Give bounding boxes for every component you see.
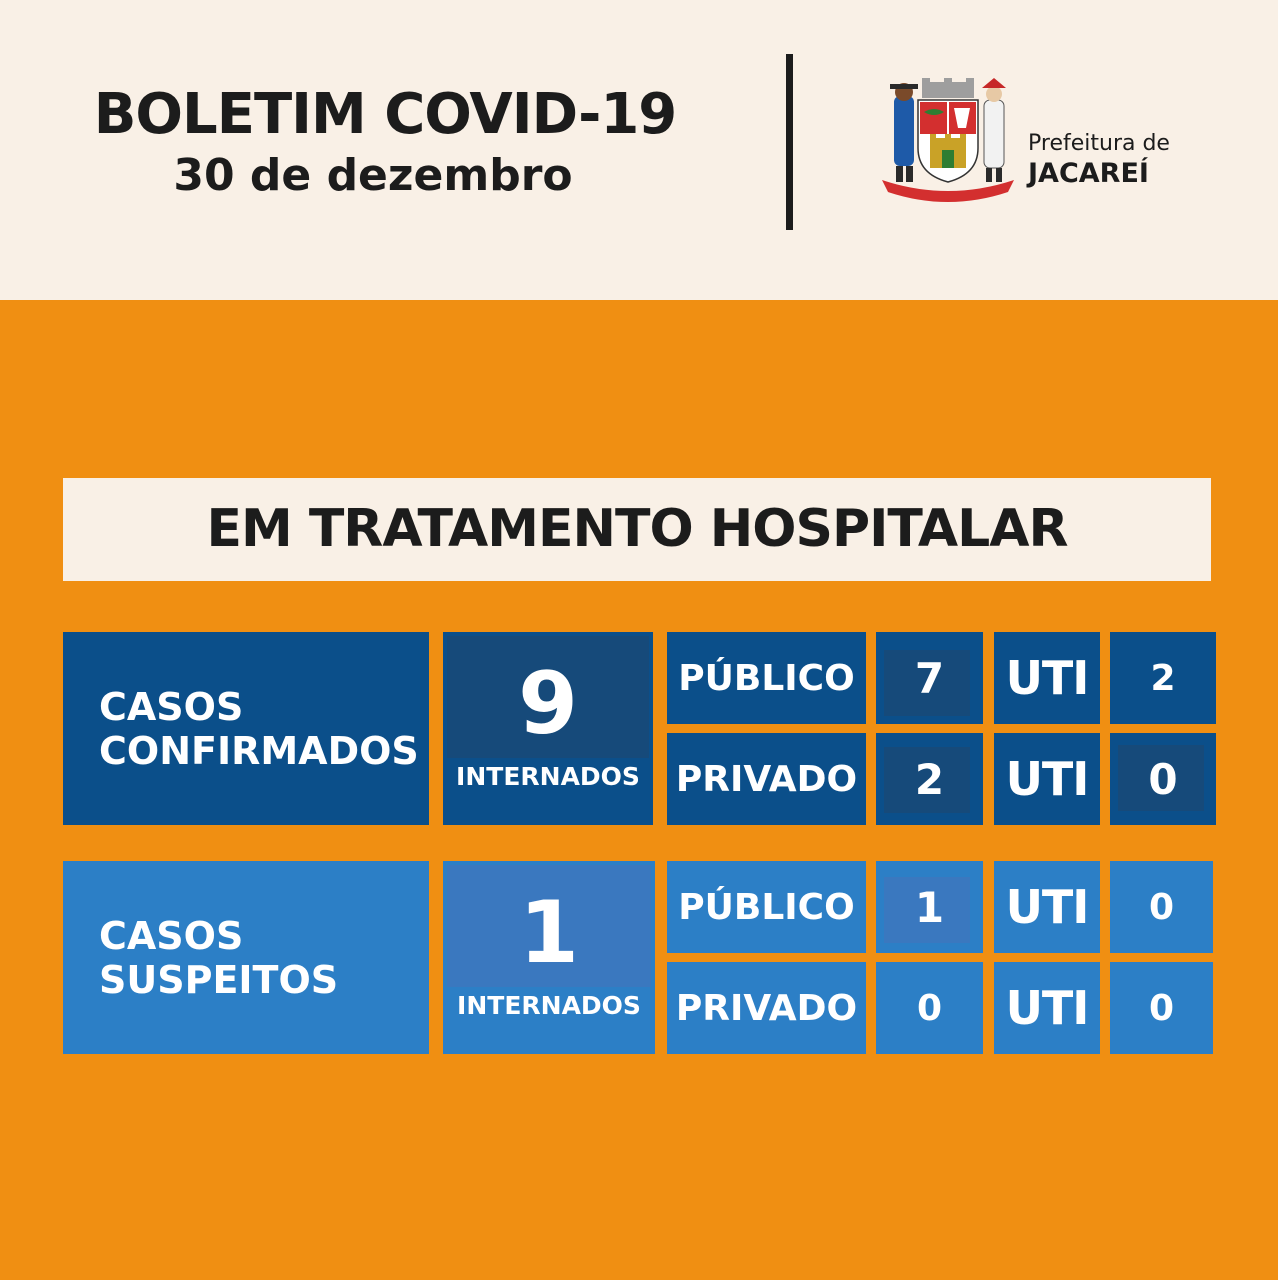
suspected-public-uti-value: 0	[1110, 861, 1213, 953]
confirmed-hospitalized-label: INTERNADOS	[456, 762, 640, 791]
confirmed-hospitalized-panel	[443, 632, 653, 825]
confirmed-cases-label	[63, 632, 429, 825]
section-banner	[63, 478, 1211, 581]
confirmed-label-line1: CASOS	[99, 684, 244, 729]
suspected-hospitalized-label: INTERNADOS	[457, 991, 641, 1020]
bulletin-title: BOLETIM COVID-19	[93, 82, 677, 147]
suspected-private-value: 0	[876, 962, 983, 1054]
suspected-private-uti-label: UTI	[994, 962, 1100, 1054]
suspected-label-line2: SUSPEITOS	[99, 957, 339, 1002]
confirmed-private-uti-label: UTI	[994, 733, 1100, 825]
suspected-hospitalized-panel	[443, 861, 655, 1054]
header-divider	[786, 54, 793, 230]
city-crest-icon	[878, 78, 1018, 208]
suspected-label-line1: CASOS	[99, 913, 244, 958]
suspected-public-uti-label: UTI	[994, 861, 1100, 953]
confirmed-public-uti-value: 2	[1110, 632, 1216, 724]
confirmed-private-number: 2	[914, 754, 945, 804]
confirmed-private-value	[876, 733, 983, 825]
city-logo-text-line1: Prefeitura de	[1028, 131, 1170, 156]
suspected-hospitalized-count: 1	[519, 883, 579, 983]
confirmed-public-number: 7	[914, 653, 945, 703]
section-title: EM TRATAMENTO HOSPITALAR	[206, 499, 1068, 559]
city-logo-text-line2: JACAREÍ	[1028, 158, 1149, 189]
suspected-public-label: PÚBLICO	[667, 861, 866, 953]
confirmed-public-value	[876, 632, 983, 724]
suspected-cases-label	[63, 861, 429, 1054]
confirmed-public-label: PÚBLICO	[667, 632, 866, 724]
confirmed-public-uti-label: UTI	[994, 632, 1100, 724]
confirmed-private-label: PRIVADO	[667, 733, 866, 825]
confirmed-hospitalized-count: 9	[518, 654, 578, 754]
suspected-public-number: 1	[914, 882, 945, 932]
confirmed-private-uti-value	[1110, 733, 1216, 825]
bulletin-date: 30 de dezembro	[173, 150, 573, 201]
header-panel	[0, 0, 1278, 300]
suspected-public-value	[876, 861, 983, 953]
confirmed-label-line2: CONFIRMADOS	[99, 728, 419, 773]
confirmed-private-uti-number: 0	[1148, 754, 1178, 804]
suspected-private-label: PRIVADO	[667, 962, 866, 1054]
suspected-private-uti-value: 0	[1110, 962, 1213, 1054]
